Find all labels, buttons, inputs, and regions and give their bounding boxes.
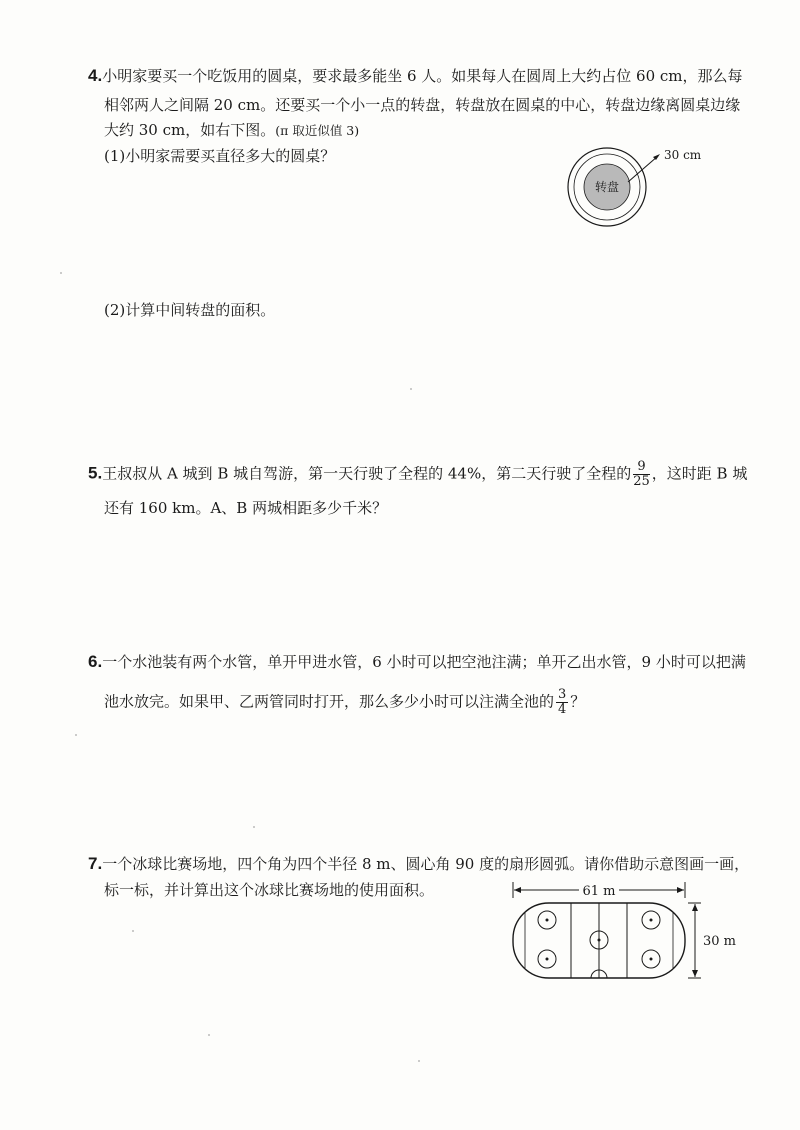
q6-line-1	[88, 652, 746, 672]
faceoff-dot-bottom-right	[650, 958, 653, 961]
q4-pi-note: (π 取近似值 3)	[275, 123, 360, 138]
q4-sub-question-1: (1)小明家需要买直径多大的圆桌？	[104, 147, 336, 165]
gap-label: 30 cm	[664, 148, 702, 162]
width-label: 30 m	[703, 934, 737, 949]
q6-number: 6.	[88, 652, 103, 671]
q4-line-3	[104, 120, 359, 141]
q6-text-2b: ？	[570, 692, 586, 711]
q5-number: 5.	[88, 463, 103, 483]
q6-text-2a: 池水放完。如果甲、乙两管同时打开，那么多少小时可以注满全池的	[104, 692, 555, 711]
length-arrow-left	[514, 887, 521, 893]
turntable-label: 转盘	[594, 180, 620, 194]
q5-text-2: 还有 160 km。A、B 两城相距多少千米？	[104, 499, 388, 517]
q7-text-2: 标一标，并计算出这个冰球比赛场地的使用面积。	[104, 881, 435, 899]
faceoff-dot-bottom-left	[546, 958, 549, 961]
width-arrow-bottom	[692, 970, 698, 977]
round-table-diagram	[560, 140, 710, 240]
center-dot	[598, 939, 601, 942]
faceoff-dot-top-left	[546, 919, 549, 922]
scan-speck	[253, 826, 255, 828]
q7-line-1	[88, 854, 749, 874]
width-arrow-top	[692, 904, 698, 911]
q4-text-3: 大约 30 cm，如右下图。	[104, 121, 276, 139]
scan-speck	[75, 734, 77, 736]
q4-number: 4.	[88, 66, 103, 85]
q5-fraction-numerator: 9	[633, 460, 650, 475]
q7-number: 7.	[88, 854, 103, 873]
length-label: 61 m	[582, 884, 616, 899]
scan-speck	[410, 388, 412, 390]
q6-line-2	[104, 688, 585, 717]
scan-speck	[60, 272, 62, 274]
q5-text-1a: 王叔叔从 A 城到 B 城自驾游，第一天行驶了全程的 44%，第二天行驶了全程的	[102, 464, 632, 483]
q5-fraction	[633, 460, 650, 489]
q4-text-2: 相邻两人之间隔 20 cm。还要买一个小一点的转盘，转盘放在圆桌的中心，转盘边缘离圆桌边缘	[104, 96, 741, 114]
q4-sub-question-2: (2)计算中间转盘的面积。	[104, 301, 276, 319]
q4-line-1	[88, 66, 743, 86]
hockey-rink-diagram	[505, 880, 750, 995]
scan-speck	[418, 1060, 420, 1062]
q5-text-1b: ，这时距 B 城	[651, 464, 748, 483]
q6-fraction-numerator: 3	[558, 687, 567, 702]
q6-fraction-denominator: 4	[558, 702, 567, 717]
scan-speck	[208, 1034, 210, 1036]
q5-line-1	[88, 460, 747, 489]
scan-speck	[132, 930, 134, 932]
length-arrow-right	[677, 887, 684, 893]
q6-fraction	[556, 688, 568, 717]
q7-text-1: 一个冰球比赛场地，四个角为四个半径 8 m、圆心角 90 度的扇形圆弧。请你借助示意图画一画，	[102, 855, 750, 873]
q5-fraction-denominator: 25	[633, 474, 650, 489]
q6-text-1: 一个水池装有两个水管，单开甲进水管，6 小时可以把空池注满；单开乙出水管，9 小时可以把满	[102, 653, 746, 671]
q4-text-1: 小明家要买一个吃饭用的圆桌，要求最多能坐 6 人。如果每人在圆周上大约占位 60 cm，那么每	[102, 67, 743, 85]
gap-arrow-line	[628, 156, 658, 182]
faceoff-dot-top-right	[650, 919, 653, 922]
